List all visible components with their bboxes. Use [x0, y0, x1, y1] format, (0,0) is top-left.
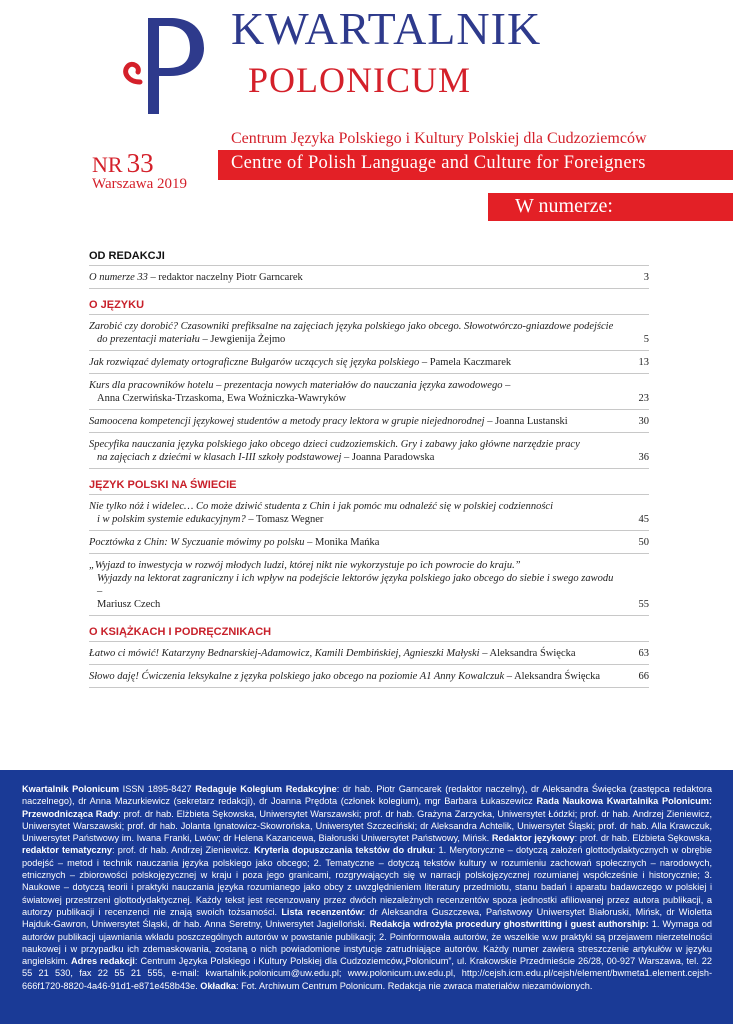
toc-entry-author: – Tomasz Wegner [248, 514, 324, 525]
footer-thematic-editor-label: redaktor tematyczny [22, 845, 112, 856]
toc-entry-page: 30 [638, 416, 649, 427]
footer-council-members: : prof. dr hab. Elżbieta Sękowska, Uniwersytet Warszawski; prof. dr hab. Grażyna Zarzycka, Uniwersytet Łódzki; prof. dr hab. Andrzej Zieniewicz, Uniwersytet Warszawski; prof. dr hab. Jolanta Ignatowicz-Skowrońska, Uniwersytet Szczeciński; dr Aleksandra Achtelik, Uniwersytet Śląski; prof. dr hab. Alla Krawczuk, Uniwersytet Państwowy im. Iwana Franki, Lwów; dr Helena Kazancewa, Białoruski Uniwersytet Państwowy, Mińsk. [22, 808, 712, 844]
toc-entry-author: – Aleksandra Święcka [506, 671, 601, 682]
toc-entry[interactable] [89, 559, 649, 616]
toc-entry[interactable] [89, 356, 649, 374]
issue-number [92, 150, 154, 177]
toc-section-heading: O JĘZYKU [89, 299, 649, 315]
toc-entry-author: Anna Czerwińska-Trzaskoma, Ewa Woźniczka-Wawryków [97, 393, 347, 404]
toc-entry-author: – Joanna Lustanski [487, 416, 568, 427]
toc-entry-author: – Pamela Kaczmarek [421, 357, 512, 368]
footer-address: : Centrum Języka Polskiego i Kultury Polskiej dla Cudzoziemców„Polonicum”, ul. Krakowskie Przedmieście 26/28, 00-927 Warszawa, tel. 22 55 21 530, fax 22 55 21 555, e-mail: kwartalnik.polonicum@uw.edu.pl; www.polonicum.uw.edu.pl, http://cejsh.icm.edu.pl/cejsh/element/bwmeta1.element.cejsh-666f1720-8820-4a46-91d1-e871e458b43e. [22, 956, 713, 991]
toc-entry[interactable] [89, 271, 649, 289]
toc-entry-page: 3 [643, 272, 649, 283]
toc-section-heading: JĘZYK POLSKI NA ŚWIECIE [89, 479, 649, 495]
footer-thematic-editor: : prof. dr hab. Andrzej Zieniewicz. [111, 845, 255, 856]
toc-entry-title-cont: na zajęciach z dziećmi w klasach I-III szkoły podstawowej [97, 452, 342, 463]
footer-board-members: : dr hab. Piotr Garncarek (redaktor naczelny), dr Aleksandra Święcka (zastępca redaktora naczelnego), dr Anna Mazurkiewicz (sekretarz redakcji), dr Joanna Prędota (członek kolegium), mgr Barbara Łukaszewicz [22, 784, 712, 807]
toc-entry-title: Samoocena kompetencji językowej studentów a metody pracy lektora w grupie niejednorodnej [89, 416, 485, 427]
toc-entry-page: 45 [638, 514, 649, 525]
toc-entry-title: O numerze 33 – [89, 272, 156, 283]
footer-reviewers-label: Lista recenzentów [281, 906, 363, 917]
footer-journal-name: Kwartalnik Polonicum [22, 784, 120, 794]
toc-entry-title: Kurs dla pracowników hotelu – prezentacja nowych materiałów do nauczania języka zawodowego – [89, 380, 511, 391]
toc-section-heading: OD REDAKCJI [89, 250, 649, 266]
toc-entry-author: – Joanna Paradowska [344, 452, 435, 463]
footer-criteria-label: Kryteria dopuszczania tekstów do druku [254, 845, 433, 856]
contents-title: W numerze: [515, 195, 613, 217]
toc-entry-title: Słowo daję! Ćwiczenia leksykalne z języka polskiego jako obcego na poziomie A1 Anny Kowalczuk [89, 671, 505, 682]
issue-label: NR [92, 152, 123, 177]
toc-entry[interactable] [89, 379, 649, 410]
journal-logo-p [118, 10, 214, 120]
footer-cover: : Fot. Archiwum Centrum Polonicum. Redakcja nie zwraca materiałów niezamówionych. [236, 980, 593, 991]
toc-entry-title: Łatwo ci mówić! Katarzyny Bednarskiej-Adamowicz, Kamili Dembińskiej, Agnieszki Małyski [89, 648, 480, 659]
footer-criteria: : 1. Merytoryczne – dotyczą założeń glottodydaktycznych w obrębie podejść – metod i technik nauczania języka polskiego jako obcego; 2. Tematyczne – dotyczą tekstów kultury w rozumieniu zachowań społecznych – narodowych, etnicznych – zbiorowości polskojęzycznej w kraju i poza jego granicami, rozgrywających się w narracji polskojęzycznej rozumianej współcześnie i historycznie; 3. Naukowe – dotyczą teorii i praktyki nauczania języka rozumianego jako obcy z uwzględnieniem literatury przedmiotu, stanu badań i aparatu badawczego w polskiej i światowej przestrzeni glottodydaktycznej. Każdy tekst jest recenzowany przez dwóch niezależnych recenzentów spoza jednostki afiliowanej przez autora publikacji, a autorzy publikacji i recenzenci nie znają swoich tożsamości. [22, 845, 712, 917]
footer-language-editor: : prof. dr hab. Elżbieta Sękowska, [574, 833, 712, 844]
table-of-contents [89, 250, 649, 688]
toc-entry[interactable] [89, 500, 649, 531]
footer-imprint-text [22, 783, 712, 992]
toc-entry[interactable] [89, 670, 649, 688]
footer-language-editor-label: Redaktor językowy [491, 833, 575, 844]
issue-value: 33 [126, 148, 154, 178]
toc-entry[interactable] [89, 438, 649, 469]
toc-entry-author: redaktor naczelny Piotr Garncarek [158, 272, 303, 283]
toc-section-heading: O KSIĄŻKACH I PODRĘCZNIKACH [89, 626, 649, 642]
toc-entry-title: „Wyjazd to inwestycja w rozwój młodych ludzi, której nikt nie wykorzystuje po ich powrocie do kraju.” [89, 560, 521, 571]
toc-entry-title: Specyfika nauczania języka polskiego jako obcego dzieci cudzoziemskich. Gry i zabawy jako główne narzędzie pracy [89, 439, 580, 450]
toc-entry-title: Jak rozwiązać dylematy ortograficzne Bułgarów uczących się języka polskiego [89, 357, 420, 368]
toc-entry[interactable] [89, 415, 649, 433]
toc-entry-page: 63 [638, 648, 649, 659]
toc-entry-title: Pocztówka z Chin: W Syczuanie mówimy po polsku [89, 537, 305, 548]
toc-entry-title: Zarobić czy dorobić? Czasowniki prefiksalne na zajęciach języka polskiego jako obcego. Słowotwórczo-gniazdowe podejście [89, 321, 614, 332]
toc-entry-page: 55 [638, 599, 649, 610]
footer-council-label: Rada Naukowa Kwartalnika Polonicum: Przewodnicząca Rady [22, 796, 712, 819]
toc-entry-page: 23 [638, 393, 649, 404]
toc-entry[interactable] [89, 320, 649, 351]
toc-entry[interactable] [89, 647, 649, 665]
toc-entry-page: 66 [638, 671, 649, 682]
journal-title-line2: POLONICUM [248, 60, 472, 100]
footer-ghostwriting-label: Redakcja wdrożyła procedury ghostwritting i guest authorship: [369, 919, 649, 930]
toc-entry-page: 50 [638, 537, 649, 548]
institution-name-pl: Centrum Języka Polskiego i Kultury Polskiej dla Cudzoziemców [231, 130, 647, 147]
footer-ghostwriting: 1. Wymaga od autorów publikacji ujawniania wkładu poszczególnych autorów w powstanie publikacji; 2. Poinformowała autorów, że wszelkie w.w praktyki są przejawem nierzetelności naukowej i w przypadku ich zdemaskowania, zostaną o nich powiadomione instytucje zatrudniające autorów. Każdy numer zawiera streszczenie artykułów w języku angielskim. [22, 919, 712, 967]
toc-entry-author: – Monika Mańka [307, 537, 380, 548]
footer-board-label: Redaguje Kolegium Redakcyjne [195, 784, 337, 794]
institution-name-en: Centre of Polish Language and Culture for Foreigners [231, 153, 646, 173]
toc-entry-page: 36 [638, 452, 649, 463]
footer-issn: ISSN 1895-8427 [119, 784, 196, 794]
toc-entry-page: 13 [638, 357, 649, 368]
footer-cover-label: Okładka [200, 980, 237, 991]
issue-place-year: Warszawa 2019 [92, 176, 188, 192]
journal-title-line1: KWARTALNIK [231, 3, 542, 54]
toc-entry-author: Mariusz Czech [97, 599, 161, 610]
toc-entry-page: 5 [643, 334, 649, 345]
footer-reviewers: : dr Aleksandra Guszczewa, Państwowy Uniwersytet Białoruski, Mińsk, dr Wioletta Hajduk-Gawron, Uniwersytet Śląski, dr hab. Anna Seretny, Uniwersytet Jagielloński. [22, 906, 712, 930]
toc-entry[interactable] [89, 536, 649, 554]
footer-address-label: Adres redakcji [71, 956, 135, 967]
toc-entry-title: Nie tylko nóż i widelec… Co może dziwić studenta z Chin i jak pomóc mu odnaleźć się w polskiej codzienności [89, 501, 553, 512]
toc-entry-title-cont: i w polskim systemie edukacyjnym? [97, 514, 246, 525]
toc-entry-title-cont: do prezentacji materiału [97, 334, 200, 345]
toc-entry-author: – Aleksandra Święcka [482, 648, 576, 659]
toc-entry-title-cont: Wyjazdy na lektorat zagraniczny i ich wpływ na podejście lektorów języka polskiego jako obcego do siebie i swego zawodu – [97, 573, 614, 597]
toc-entry-author: – Jewgienija Żejmo [202, 334, 286, 345]
